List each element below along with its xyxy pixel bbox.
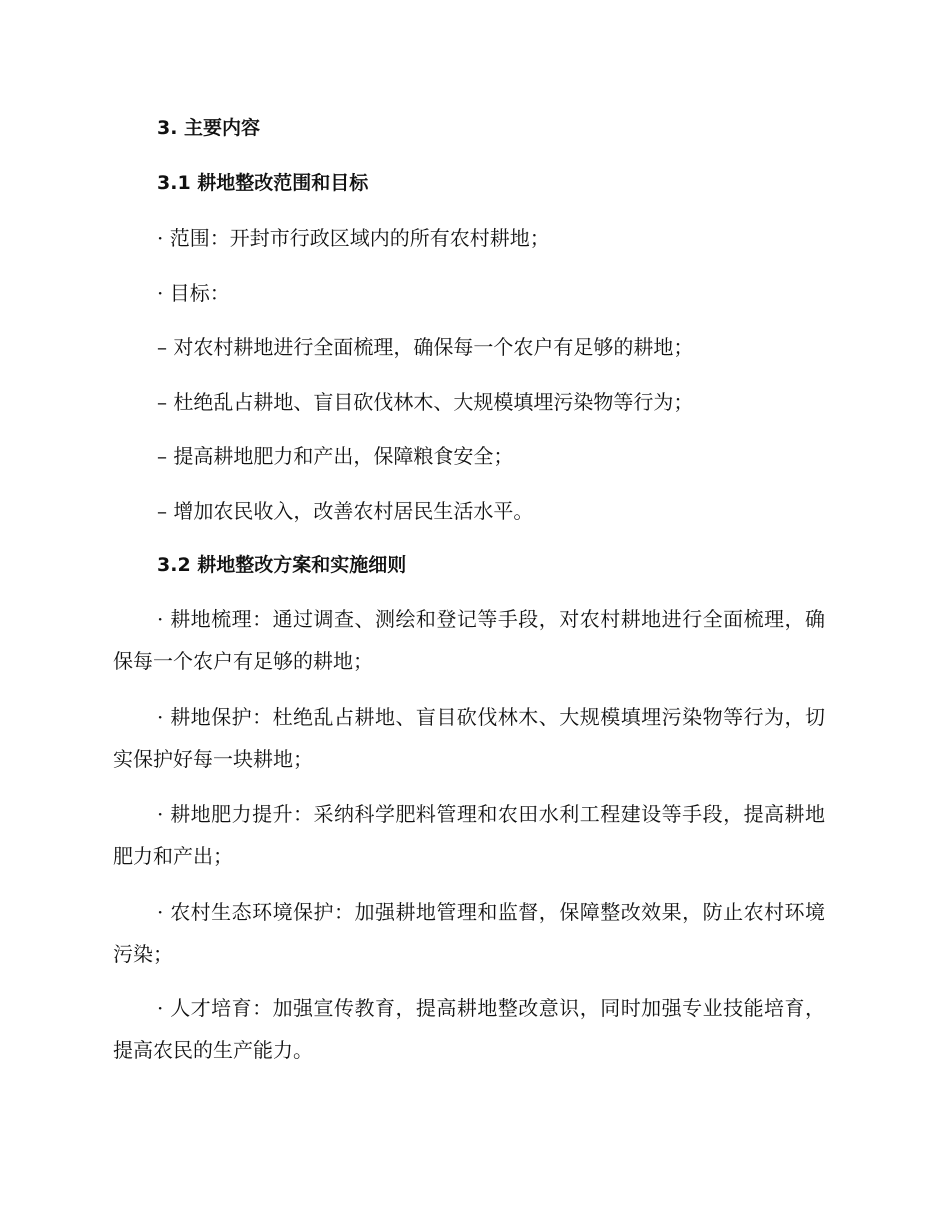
scope-item: · 范围：开封市行政区域内的所有农村耕地； <box>157 226 550 250</box>
goals-label: · 目标： <box>157 281 230 305</box>
goal-item: – 杜绝乱占耕地、盲目砍伐林木、大规模填埋污染物等行为； <box>157 390 694 414</box>
goal-item: – 提高耕地肥力和产出，保障粮食安全； <box>157 444 514 468</box>
section-heading-3: 3. 主要内容 <box>157 117 261 139</box>
measure-item: · 耕地梳理：通过调查、测绘和登记等手段，对农村耕地进行全面梳理，确保每一个农户有足够的耕地； <box>113 607 825 673</box>
goal-item: – 增加农民收入，改善农村居民生活水平。 <box>157 499 534 523</box>
goal-item: – 对农村耕地进行全面梳理，确保每一个农户有足够的耕地； <box>157 335 694 359</box>
measure-item: · 人才培育：加强宣传教育，提高耕地整改意识，同时加强专业技能培育，提高农民的生产能力。 <box>113 996 825 1062</box>
section-heading-3-2: 3.2 耕地整改方案和实施细则 <box>157 554 407 576</box>
section-heading-3-1: 3.1 耕地整改范围和目标 <box>157 172 369 194</box>
measure-item: · 耕地保护：杜绝乱占耕地、盲目砍伐林木、大规模填埋污染物等行为，切实保护好每一块耕地； <box>113 705 825 771</box>
measure-item: · 耕地肥力提升：采纳科学肥料管理和农田水利工程建设等手段，提高耕地肥力和产出； <box>113 802 825 868</box>
measure-item: · 农村生态环境保护：加强耕地管理和监督，保障整改效果，防止农村环境污染； <box>113 900 825 966</box>
